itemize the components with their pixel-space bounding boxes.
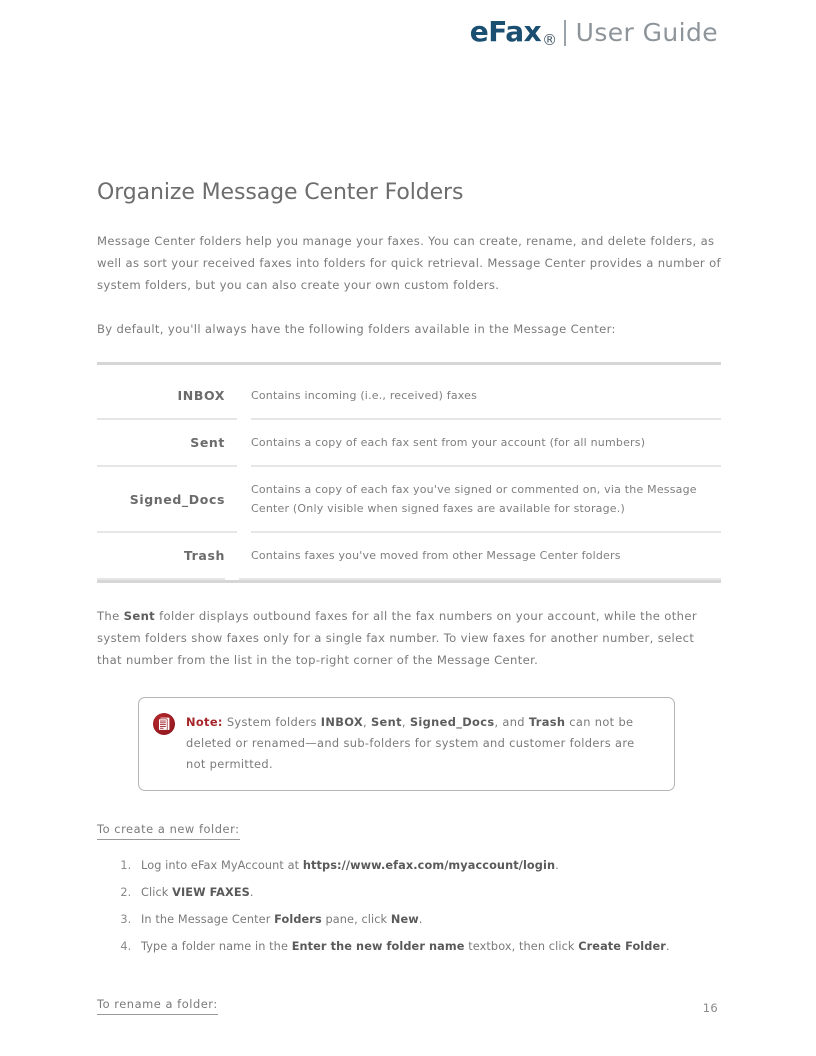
list-item (135, 912, 721, 928)
note-bold-signed-docs: Signed_Docs (409, 715, 495, 730)
folder-description-cell: Contains incoming (i.e., received) faxes (251, 389, 478, 403)
note-text (186, 712, 658, 775)
column-gap (237, 466, 251, 532)
folder-name-cell: INBOX (177, 388, 225, 404)
header-title: User Guide (575, 17, 718, 47)
rule-gap (225, 578, 239, 580)
intro-paragraph: Message Center folders help you manage your faxes. You can create, rename, and delete folders, as well as sort your received faxes into folders for quick retrieval. Message Center provides a number of system folders, but you can also create your own custom folders. (97, 234, 721, 293)
paragraph-bold-sent: Sent (123, 609, 156, 624)
table-inner-bottom-rule (97, 578, 721, 580)
step-bold-new: New (390, 913, 419, 927)
create-folder-heading: To create a new folder: (97, 821, 240, 840)
table-row (97, 419, 721, 466)
list-item (135, 858, 721, 874)
column-gap (237, 373, 251, 419)
sent-folder-paragraph (97, 605, 721, 671)
efax-logo (469, 15, 557, 49)
rename-folder-section (97, 966, 721, 1015)
step-text-suffix: . (249, 886, 254, 900)
step-text-prefix: Type a folder name in the (141, 940, 292, 954)
page-content (97, 180, 721, 1015)
step-bold-view-faxes: VIEW FAXES (172, 886, 250, 900)
folder-description-cell: Contains a copy of each fax sent from your account (for all numbers) (251, 419, 721, 466)
table-row (97, 466, 721, 532)
rename-folder-heading: To rename a folder: (97, 996, 218, 1015)
list-item (135, 885, 721, 901)
table-body (97, 373, 721, 578)
folder-description-cell: Contains a copy of each fax you've signed or commented on, via the Message Center (Only visible when signed faxes are available for storage.) (251, 466, 721, 532)
note-bold-trash: Trash (528, 715, 566, 730)
column-gap (237, 419, 251, 466)
registered-trademark-icon: ® (542, 31, 557, 49)
folder-name-cell: Trash (97, 532, 237, 578)
note-sep-2: , (401, 715, 410, 730)
step-text-suffix: . (665, 940, 670, 954)
step-text-mid: pane, click (321, 913, 391, 927)
page-header (469, 15, 718, 49)
table-row (97, 373, 721, 419)
step-text-suffix: . (418, 913, 423, 927)
column-gap (237, 532, 251, 578)
note-sep-3: , and (494, 715, 529, 730)
step-bold-create-folder: Create Folder (578, 940, 666, 954)
lead-in-paragraph: By default, you'll always have the following folders available in the Message Center: (97, 322, 616, 337)
note-document-icon (153, 713, 175, 735)
step-text-mid: textbox, then click (464, 940, 579, 954)
note-sep-1: , (363, 715, 371, 730)
step-bold-folders: Folders (274, 913, 322, 927)
note-bold-sent: Sent (371, 715, 402, 730)
create-folder-section (97, 791, 721, 840)
table-row (97, 532, 721, 578)
rule-segment-left (97, 578, 225, 580)
system-folders-table (97, 373, 721, 578)
brand-name: eFax (469, 15, 542, 48)
paragraph-text-part1: The (97, 609, 124, 624)
folder-name-cell: Signed_Docs (97, 466, 237, 532)
step-bold-folder-name-field: Enter the new folder name (291, 940, 465, 954)
note-text-part2: can not be deleted or renamed—and sub-folders for system and customer folders are not permitted. (186, 715, 635, 772)
paragraph-text-part2: folder displays outbound faxes for all the fax numbers on your account, while the other system folders show faxes only for a single fax number. To view faxes for another number, select that number from the list in the top-right corner of the Message Center. (97, 609, 697, 668)
note-bold-inbox: INBOX (320, 715, 364, 730)
page-title: Organize Message Center Folders (97, 180, 464, 205)
page-number: 16 (702, 1001, 718, 1015)
create-folder-steps (97, 858, 721, 955)
step-bold-url: https://www.efax.com/myaccount/login (302, 859, 556, 873)
folder-description-cell: Contains faxes you've moved from other Message Center folders (251, 532, 721, 578)
note-label: Note: (186, 715, 223, 730)
table-bottom-rule (97, 580, 721, 583)
note-callout-box (138, 697, 675, 791)
note-text-part1: System folders (222, 715, 321, 730)
step-text-prefix: Click (141, 886, 173, 900)
header-divider (564, 20, 566, 46)
rule-segment-right (239, 578, 721, 580)
step-text-prefix: Log into eFax MyAccount at (141, 859, 303, 873)
step-text-prefix: In the Message Center (141, 913, 275, 927)
table-top-rule (97, 362, 721, 365)
folder-name-cell: Sent (97, 419, 237, 466)
list-item (135, 939, 721, 955)
step-text-suffix: . (555, 859, 559, 873)
